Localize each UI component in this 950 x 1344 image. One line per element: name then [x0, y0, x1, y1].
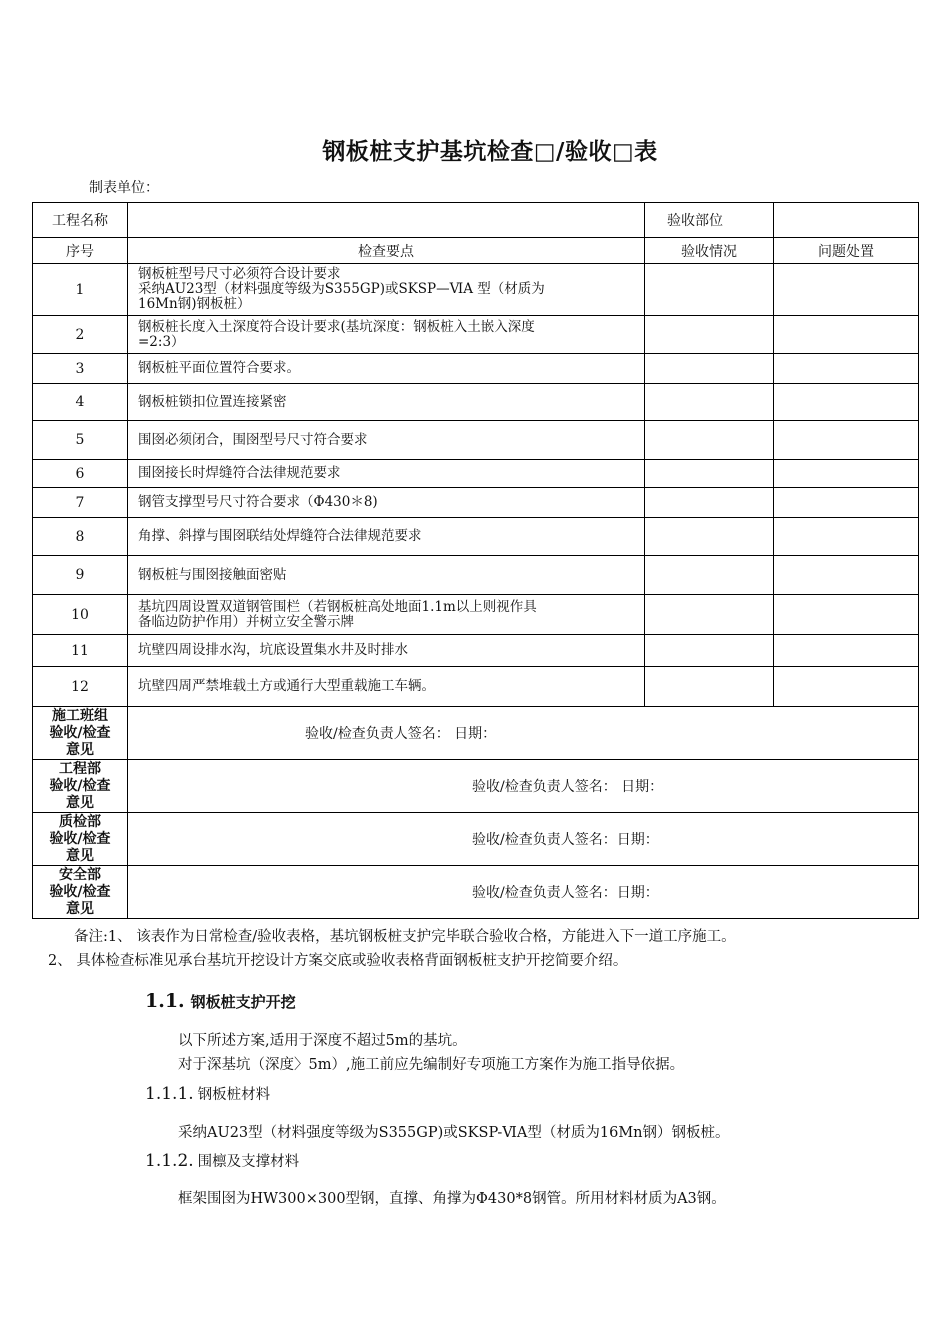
signoff-dept-line: 验收/检查	[49, 724, 111, 741]
row-handling-cell[interactable]	[774, 667, 919, 707]
table-row	[33, 384, 919, 421]
row-status-cell[interactable]	[645, 488, 774, 518]
project-name-value[interactable]	[128, 203, 645, 238]
row-check-point	[128, 667, 645, 707]
table-row	[33, 460, 919, 488]
section-number: 1.1.	[145, 990, 185, 1012]
row-number: 4	[33, 384, 128, 421]
table-row	[33, 488, 919, 518]
project-name-label: 工程名称	[33, 203, 128, 238]
table-row	[33, 667, 919, 707]
signoff-signature[interactable]: 验收/检查负责人签名： 日期：	[128, 707, 919, 760]
row-check-point	[128, 488, 645, 518]
row-number: 5	[33, 421, 128, 460]
row-check-point	[128, 460, 645, 488]
signoff-dept-line: 安全部	[59, 866, 101, 883]
row-handling-cell[interactable]	[774, 354, 919, 384]
row-handling-cell[interactable]	[774, 635, 919, 667]
check-point-line: 钢板桩锁扣位置连接紧密	[138, 393, 287, 410]
subsection-number: 1.1.2.	[145, 1151, 194, 1171]
row-number: 11	[33, 635, 128, 667]
signoff-row	[33, 866, 919, 919]
signoff-signature[interactable]: 验收/检查负责人签名：日期：	[128, 866, 919, 919]
signoff-row	[33, 707, 919, 760]
check-point-line: 备临边防护作用）并树立安全警示牌	[138, 613, 354, 630]
table-row	[33, 354, 919, 384]
check-point-line: 围囹接长时焊缝符合法律规范要求	[138, 465, 341, 481]
col-status: 验收情况	[645, 238, 774, 264]
row-status-cell[interactable]	[645, 354, 774, 384]
row-number: 6	[33, 460, 128, 488]
check-point-line: 钢板桩平面位置符合要求。	[138, 360, 300, 376]
signoff-dept-line: 意见	[66, 741, 94, 758]
check-point-line: 16Mn钢)钢板桩）	[138, 296, 251, 312]
note-line-2: 2、 具体检查标准见承台基坑开挖设计方案交底或验收表格背面钢板桩支护开挖简要介绍。	[48, 953, 628, 969]
unit-label: 制表单位：	[89, 180, 159, 196]
row-status-cell[interactable]	[645, 595, 774, 635]
row-handling-cell[interactable]	[774, 595, 919, 635]
signoff-dept-label	[33, 707, 128, 760]
table-row	[33, 264, 919, 316]
subsection-title: 围檩及支撑材料	[197, 1154, 300, 1170]
row-check-point	[128, 556, 645, 595]
check-point-line: 坑壁四周设排水沟，坑底设置集水井及时排水	[138, 642, 408, 658]
signoff-dept-line: 验收/检查	[49, 830, 111, 847]
row-number: 7	[33, 488, 128, 518]
section-paragraph: 以下所述方案,适用于深度不超过5m的基坑。	[178, 1033, 467, 1049]
signoff-signature[interactable]: 验收/检查负责人签名：日期：	[128, 813, 919, 866]
row-handling-cell[interactable]	[774, 384, 919, 421]
signoff-dept-line: 施工班组	[52, 707, 108, 724]
page-title: 钢板桩支护基坑检查□/验收□表	[322, 139, 658, 165]
signoff-dept-line: 意见	[66, 900, 94, 917]
check-point-line: =2:3）	[138, 333, 185, 350]
row-status-cell[interactable]	[645, 264, 774, 316]
row-status-cell[interactable]	[645, 556, 774, 595]
row-check-point	[128, 421, 645, 460]
row-check-point	[128, 635, 645, 667]
signoff-signature[interactable]: 验收/检查负责人签名： 日期：	[128, 760, 919, 813]
row-handling-cell[interactable]	[774, 488, 919, 518]
check-point-line: 钢管支撑型号尺寸符合要求（Φ430＊8)	[138, 494, 378, 510]
signoff-dept-label	[33, 813, 128, 866]
check-point-line: 坑壁四周严禁堆载土方或通行大型重载施工车辆。	[138, 678, 435, 694]
subsection-paragraph: 框架围囹为HW300×300型钢，直撑、角撑为Φ430*8钢管。所用材料材质为A3钢。	[178, 1191, 726, 1207]
col-handling: 问题处置	[774, 238, 919, 264]
signoff-dept-line: 验收/检查	[49, 883, 111, 900]
row-check-point	[128, 384, 645, 421]
signoff-row	[33, 760, 919, 813]
subsection-paragraph: 采纳AU23型（材料强度等级为S355GP)或SKSP-ⅥA型（材质为16Mn钢）钢板桩。	[178, 1125, 730, 1141]
col-seq: 序号	[33, 238, 128, 264]
row-status-cell[interactable]	[645, 667, 774, 707]
row-handling-cell[interactable]	[774, 556, 919, 595]
row-handling-cell[interactable]	[774, 264, 919, 316]
row-status-cell[interactable]	[645, 421, 774, 460]
accept-part-label: 验收部位	[645, 203, 774, 238]
row-number: 8	[33, 518, 128, 556]
signoff-row	[33, 813, 919, 866]
table-row	[33, 595, 919, 635]
row-check-point	[128, 595, 645, 635]
check-point-line: 钢板桩与围囹接触面密贴	[138, 566, 287, 583]
row-status-cell[interactable]	[645, 635, 774, 667]
header-row	[33, 203, 919, 238]
signoff-dept-line: 工程部	[59, 760, 101, 777]
inspection-table	[32, 202, 919, 919]
row-number: 12	[33, 667, 128, 707]
row-check-point	[128, 264, 645, 316]
check-point-line: 钢板桩长度入土深度符合设计要求(基坑深度：钢板桩入土嵌入深度	[138, 318, 535, 335]
check-point-line: 钢板桩型号尺寸必须符合设计要求	[138, 266, 341, 282]
row-handling-cell[interactable]	[774, 460, 919, 488]
row-check-point	[128, 354, 645, 384]
row-number: 1	[33, 264, 128, 316]
row-handling-cell[interactable]	[774, 421, 919, 460]
subsection-heading	[145, 1083, 270, 1104]
row-number: 3	[33, 354, 128, 384]
row-status-cell[interactable]	[645, 384, 774, 421]
table-row	[33, 635, 919, 667]
section-title: 钢板桩支护开挖	[190, 993, 296, 1011]
table-row	[33, 556, 919, 595]
check-point-line: 基坑四周设置双道钢管围栏（若钢板桩高处地面1.1m以上则视作具	[138, 598, 537, 615]
col-points: 检查要点	[128, 238, 645, 264]
row-status-cell[interactable]	[645, 518, 774, 556]
check-point-line: 角撑、斜撑与围囹联结处焊缝符合法律规范要求	[138, 528, 422, 544]
row-number: 2	[33, 316, 128, 354]
note-line-1: 备注:1、 该表作为日常检查/验收表格，基坑钢板桩支护完毕联合验收合格，方能进入下一道工序施工。	[74, 929, 736, 945]
signoff-dept-label	[33, 866, 128, 919]
signoff-dept-line: 意见	[66, 847, 94, 864]
section-heading	[145, 990, 296, 1012]
column-header-row	[33, 238, 919, 264]
signoff-dept-line: 质检部	[59, 813, 101, 830]
subsection-title: 钢板桩材料	[197, 1087, 271, 1103]
check-point-line: 采纳AU23型（材料强度等级为S355GP)或SKSP—ⅥA 型（材质为	[138, 281, 545, 297]
subsection-heading	[145, 1150, 299, 1171]
signoff-dept-label	[33, 760, 128, 813]
table-row	[33, 421, 919, 460]
signoff-dept-line: 验收/检查	[49, 777, 111, 794]
row-handling-cell[interactable]	[774, 316, 919, 354]
row-number: 9	[33, 556, 128, 595]
signoff-dept-line: 意见	[66, 794, 94, 811]
row-status-cell[interactable]	[645, 316, 774, 354]
row-check-point	[128, 518, 645, 556]
row-handling-cell[interactable]	[774, 518, 919, 556]
table-row	[33, 518, 919, 556]
row-check-point	[128, 316, 645, 354]
subsection-number: 1.1.1.	[145, 1084, 194, 1104]
accept-part-value[interactable]	[774, 203, 919, 238]
section-paragraph: 对于深基坑（深度〉5m）,施工前应先编制好专项施工方案作为施工指导依据。	[178, 1057, 685, 1073]
table-row	[33, 316, 919, 354]
row-number: 10	[33, 595, 128, 635]
check-point-line: 围囹必须闭合，围囹型号尺寸符合要求	[138, 431, 368, 448]
row-status-cell[interactable]	[645, 460, 774, 488]
